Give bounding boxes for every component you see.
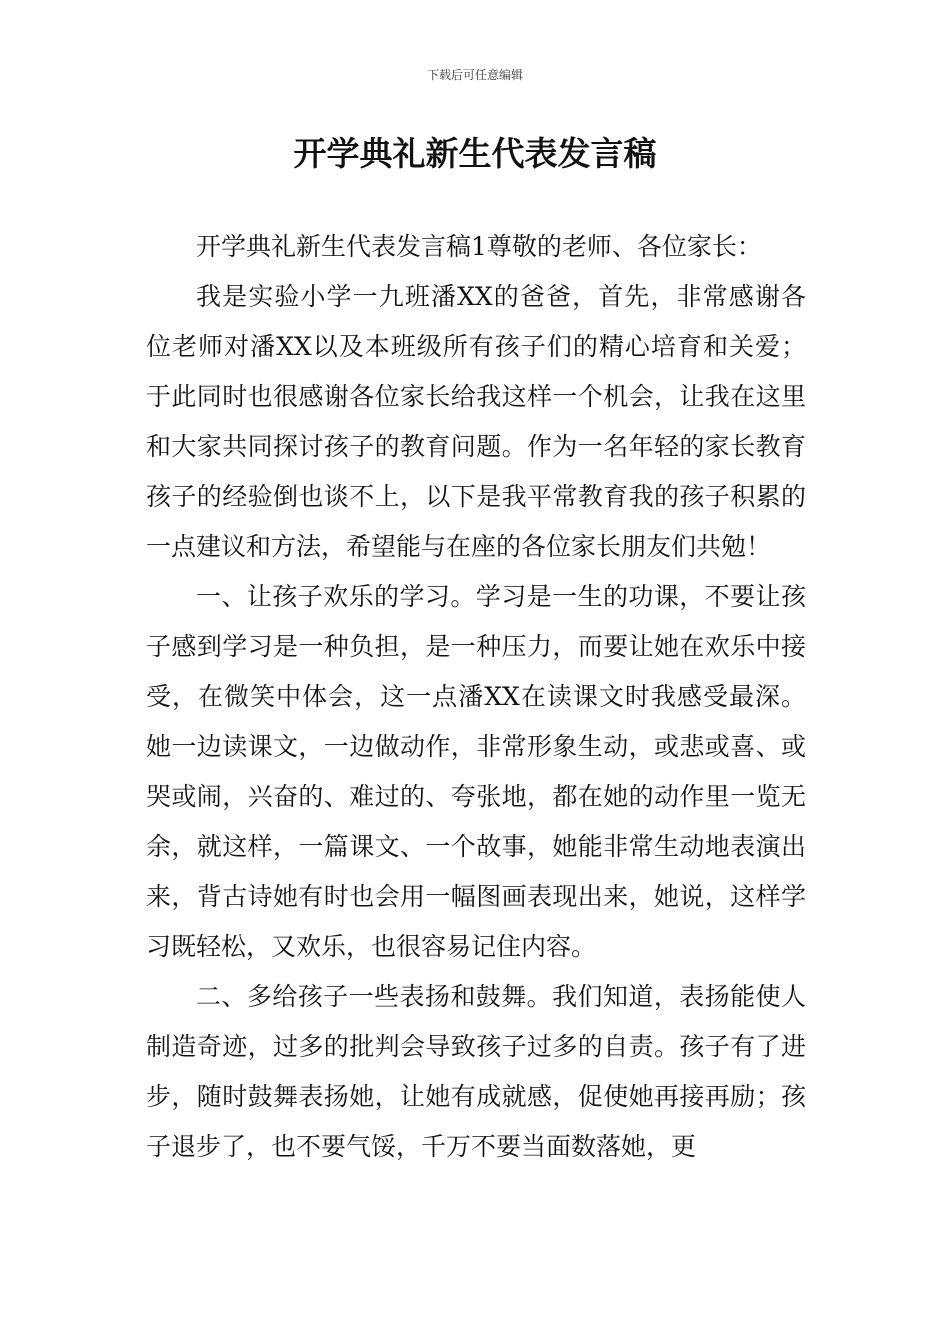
paragraph-point-two: 二、多给孩子一些表扬和鼓舞。我们知道，表扬能使人制造奇迹，过多的批判会导致孩子过多的自责。孩子有了进步，随时鼓舞表扬她，让她有成就感，促使她再接再励；孩子退步了，也不要气馁，千万不要当面数落她，更 xyxy=(146,982,806,1161)
paragraph-introduction: 我是实验小学一九班潘XX的爸爸，首先，非常感谢各位老师对潘XX以及本班级所有孩子们的精心培育和关爱；于此同时也很感谢各位家长给我这样一个机会，让我在这里和大家共同探讨孩子的教育问题。作为一名年轻的家长教育孩子的经验倒也谈不上，以下是我平常教育我的孩子积累的一点建议和方法，希望能与在座的各位家长朋友们共勉！ xyxy=(146,282,806,561)
header-note: 下载后可任意编辑 xyxy=(426,68,523,82)
paragraph-greeting: 开学典礼新生代表发言稿1尊敬的老师、各位家长： xyxy=(196,232,762,261)
paragraph-point-one: 一、让孩子欢乐的学习。学习是一生的功课，不要让孩子感到学习是一种负担，是一种压力，而要让她在欢乐中接受，在微笑中体会，这一点潘XX在读课文时我感受最深。她一边读课文，一边做动作，非常形象生动，或悲或喜、或哭或闹，兴奋的、难过的、夸张地，都在她的动作里一览无余，就这样，一篇课文、一个故事，她能非常生动地表演出来，背古诗她有时也会用一幅图画表现出来，她说，这样学习既轻松，又欢乐，也很容易记住内容。 xyxy=(146,582,806,961)
document-body xyxy=(146,222,806,1172)
document-title: 开学典礼新生代表发言稿 xyxy=(293,134,657,173)
